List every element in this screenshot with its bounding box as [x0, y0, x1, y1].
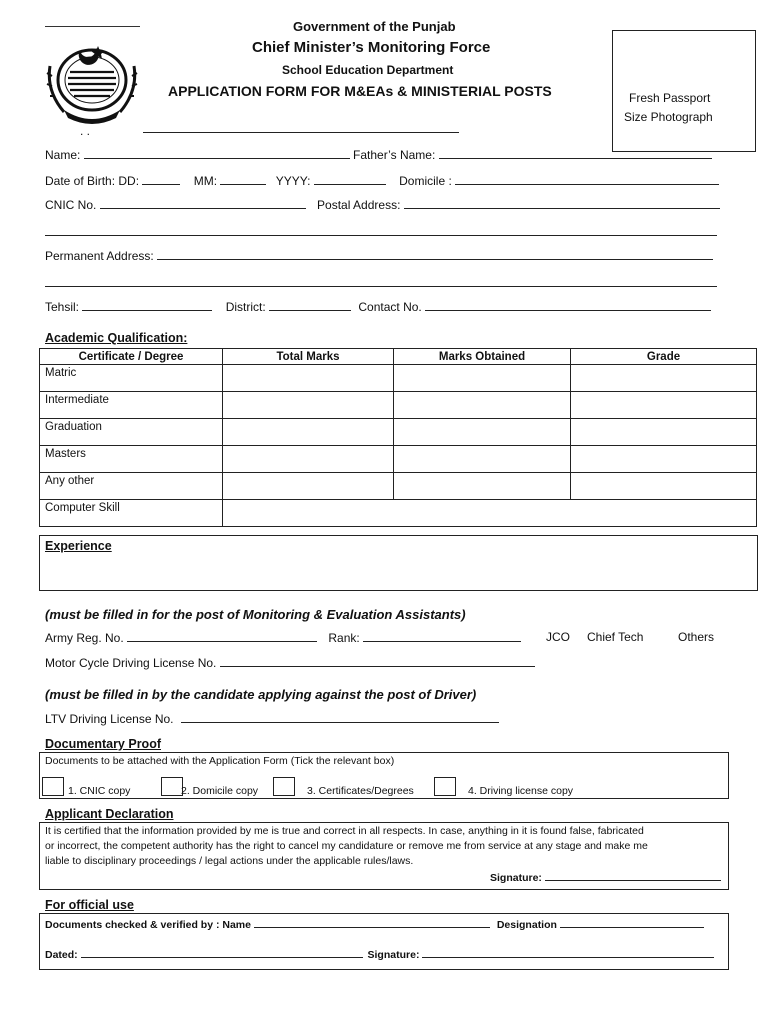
- blank-line-top[interactable]: [143, 121, 459, 133]
- force-title: Chief Minister’s Monitoring Force: [252, 39, 491, 56]
- contact-label: Contact No.: [358, 300, 422, 314]
- driver-note: (must be filled in by the candidate applying against the post of Driver): [45, 687, 477, 702]
- marks-obtained-cell[interactable]: [394, 392, 571, 419]
- row-label: Masters: [40, 446, 223, 473]
- cnic-label: CNIC No.: [45, 198, 97, 212]
- grade-cell[interactable]: [571, 365, 757, 392]
- photo-box: [612, 30, 756, 152]
- row-label: Any other: [40, 473, 223, 500]
- official-row-2: [45, 947, 714, 961]
- marks-obtained-cell[interactable]: [394, 419, 571, 446]
- motorcycle-field[interactable]: [220, 655, 535, 667]
- driving-license-label: 4. Driving license copy: [468, 785, 574, 797]
- academic-header-row: [40, 349, 757, 365]
- table-row: [40, 500, 757, 527]
- marks-obtained-cell[interactable]: [394, 365, 571, 392]
- table-row: [40, 392, 757, 419]
- army-label: Army Reg. No.: [45, 631, 124, 645]
- army-field[interactable]: [127, 630, 317, 642]
- experience-box[interactable]: [39, 535, 758, 591]
- top-rule: [45, 26, 140, 27]
- cnic-checkbox[interactable]: [42, 777, 64, 796]
- computer-skill-cell[interactable]: [223, 500, 757, 527]
- chief-tech-option[interactable]: Chief Tech: [587, 630, 644, 644]
- mea-note: (must be filled in for the post of Monitoring & Evaluation Assistants): [45, 607, 466, 622]
- ltv-row: [45, 711, 499, 726]
- signature-label: Signature:: [490, 872, 542, 884]
- grade-cell[interactable]: [571, 419, 757, 446]
- father-field[interactable]: [439, 147, 712, 159]
- designation-field[interactable]: [560, 917, 704, 928]
- row-label: Matric: [40, 365, 223, 392]
- declaration-line-1: It is certified that the information provided by me is true and correct in all respects. In case, anything in it is found false, fabricated: [45, 825, 644, 837]
- postal-field-line-2[interactable]: [45, 224, 717, 236]
- punjab-emblem-icon: [44, 36, 140, 124]
- designation-label: Designation: [496, 919, 557, 931]
- declaration-title: Applicant Declaration: [45, 807, 174, 821]
- declaration-line-2: or incorrect, the competent authority has the right to cancel my candidature or remove me from service at any stage and make me: [45, 840, 648, 852]
- permanent-field-line-2[interactable]: [45, 275, 717, 287]
- tehsil-row: [45, 299, 711, 314]
- dob-mm-field[interactable]: [220, 173, 266, 185]
- name-field[interactable]: [84, 147, 350, 159]
- official-box: [39, 913, 729, 970]
- jco-option[interactable]: JCO: [546, 630, 570, 644]
- col-certificate: Certificate / Degree: [40, 349, 223, 365]
- domicile-copy-label: 2. Domicile copy: [181, 785, 259, 797]
- col-grade: Grade: [571, 349, 757, 365]
- cnic-field[interactable]: [100, 197, 306, 209]
- total-marks-cell[interactable]: [223, 419, 394, 446]
- dated-label: Dated:: [45, 949, 78, 961]
- col-total-marks: Total Marks: [223, 349, 394, 365]
- rank-label: Rank:: [328, 631, 360, 645]
- declaration-line-3: liable to disciplinary proceedings / legal actions under the applicable rules/laws.: [45, 855, 414, 867]
- name-label: Name:: [45, 148, 81, 162]
- dob-label: Date of Birth: DD:: [45, 174, 140, 188]
- total-marks-cell[interactable]: [223, 446, 394, 473]
- cnic-row: [45, 197, 720, 212]
- table-row: [40, 419, 757, 446]
- declaration-box: [39, 822, 729, 890]
- table-row: [40, 473, 757, 500]
- father-label: Father’s Name:: [353, 148, 436, 162]
- driving-license-checkbox[interactable]: [434, 777, 456, 796]
- name-row: [45, 147, 712, 162]
- total-marks-cell[interactable]: [223, 392, 394, 419]
- domicile-label: Domicile :: [399, 174, 452, 188]
- tehsil-field[interactable]: [82, 299, 212, 311]
- marks-obtained-cell[interactable]: [394, 473, 571, 500]
- motorcycle-label: Motor Cycle Driving License No.: [45, 656, 217, 670]
- domicile-checkbox[interactable]: [161, 777, 183, 796]
- department-title: School Education Department: [282, 63, 454, 77]
- dob-yyyy-field[interactable]: [314, 173, 386, 185]
- postal-field[interactable]: [404, 197, 720, 209]
- photo-label-2: Size Photograph: [624, 110, 713, 124]
- army-row: [45, 630, 521, 645]
- official-signature-label: Signature:: [367, 949, 420, 961]
- postal-label: Postal Address:: [317, 198, 401, 212]
- grade-cell[interactable]: [571, 473, 757, 500]
- row-label: Computer Skill: [40, 500, 223, 527]
- district-field[interactable]: [269, 299, 351, 311]
- dated-field[interactable]: [81, 947, 363, 958]
- certificates-checkbox[interactable]: [273, 777, 295, 796]
- official-title: For official use: [45, 898, 134, 912]
- ltv-label: LTV Driving License No.: [45, 712, 174, 726]
- academic-title: Academic Qualification:: [45, 331, 188, 345]
- checked-name-field[interactable]: [254, 917, 490, 928]
- government-title: Government of the Punjab: [293, 19, 456, 34]
- district-label: District:: [225, 300, 266, 314]
- checked-by-label: Documents checked & verified by : Name: [45, 919, 251, 931]
- marks-obtained-cell[interactable]: [394, 446, 571, 473]
- tehsil-label: Tehsil:: [45, 300, 80, 314]
- row-label: Graduation: [40, 419, 223, 446]
- ltv-field[interactable]: [181, 711, 499, 723]
- photo-label-1: Fresh Passport: [629, 91, 711, 105]
- total-marks-cell[interactable]: [223, 365, 394, 392]
- signature-field[interactable]: [545, 870, 721, 881]
- cnic-copy-label: 1. CNIC copy: [68, 785, 131, 797]
- dob-dd-field[interactable]: [142, 173, 180, 185]
- official-signature-field[interactable]: [422, 947, 714, 958]
- grade-cell[interactable]: [571, 446, 757, 473]
- yyyy-label: YYYY:: [275, 174, 311, 188]
- motorcycle-row: [45, 655, 535, 670]
- academic-table: [39, 348, 757, 527]
- mm-label: MM:: [193, 174, 218, 188]
- permanent-row: [45, 248, 713, 263]
- declaration-signature-row: [490, 870, 721, 884]
- experience-title: Experience: [45, 539, 112, 553]
- dots: . .: [80, 124, 91, 138]
- docs-instruction: Documents to be attached with the Application Form (Tick the relevant box): [45, 755, 395, 767]
- table-row: [40, 365, 757, 392]
- table-row: [40, 446, 757, 473]
- certificates-label: 3. Certificates/Degrees: [307, 785, 414, 797]
- row-label: Intermediate: [40, 392, 223, 419]
- contact-field[interactable]: [425, 299, 711, 311]
- domicile-field[interactable]: [455, 173, 719, 185]
- official-row-1: [45, 917, 704, 931]
- form-title: APPLICATION FORM FOR M&EAs & MINISTERIAL POSTS: [168, 83, 552, 99]
- others-option[interactable]: Others: [678, 630, 715, 644]
- rank-field[interactable]: [363, 630, 521, 642]
- docs-title: Documentary Proof: [45, 737, 161, 751]
- col-marks-obtained: Marks Obtained: [394, 349, 571, 365]
- permanent-field[interactable]: [157, 248, 713, 260]
- permanent-label: Permanent Address:: [45, 249, 154, 263]
- total-marks-cell[interactable]: [223, 473, 394, 500]
- dob-row: [45, 173, 719, 188]
- grade-cell[interactable]: [571, 392, 757, 419]
